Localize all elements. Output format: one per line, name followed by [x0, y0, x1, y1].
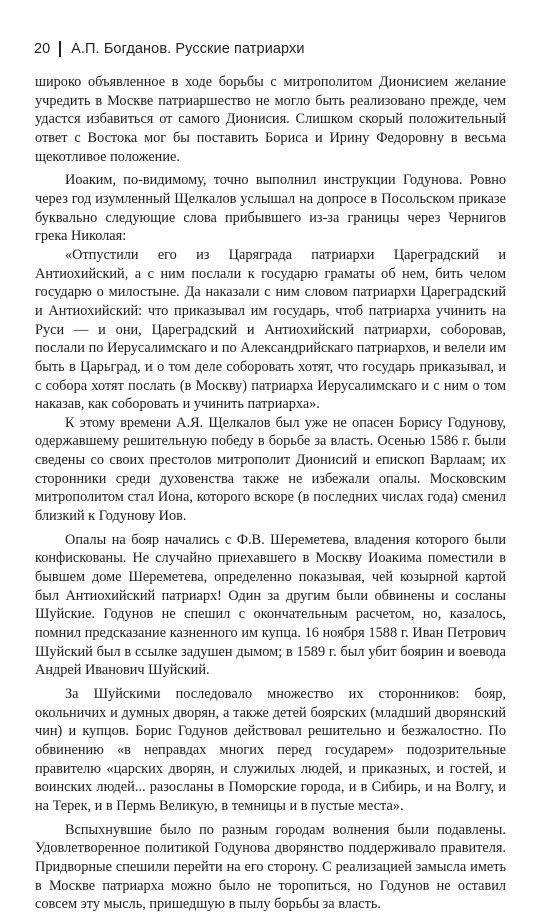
paragraph: Иоаким, по-видимому, точно выполнил инструкции Годунова. Ровно через год изумленный Щелкалов услышал на допросе в Посольском приказе буквально следующие слова прибывшего из-за границы через Чернигов грека Николая:	[35, 172, 506, 245]
running-title: А.П. Богданов. Русские патриархи	[71, 41, 305, 57]
quotation-paragraph: «Отпустили его из Царяграда патриархи Цареградский и Антиохийский, а с ним послали к государю граматы об нем, бить челом государю о милостыне. Да наказали с ним словом патриархи Цареградский и Антиохийский: что приказывал им государь, чтоб патриарха учинить на Руси — и они, Цареградский и Антиохийский патриархи, соборовав, послали по Иерусалимскаго и по Александрийскаго патриархов, и велели им быть в Царьград, и о том деле соборовать хотят, что государь приказывал, и с собора хотят послать (в Москву) патриарха Иерусалимскаго и с ним о том наказав, как соборовать и учинить патриарха».	[35, 246, 506, 413]
paragraph: Вспыхнувшие было по разным городам волнения были подавлены. Удовлетворенное политикой Годунова дворянство поддерживало правителя. Придворные спешили перейти на его сторону. С реализацией замысла иметь в Москве патриарха можно было не торопиться, но Годунов не оставил совсем эту мысль, пришедшую в пылу борьбы за власть.	[35, 821, 506, 913]
paragraph: широко объявленное в ходе борьбы с митрополитом Дионисием желание учредить в Москве патриаршество не могло быть реализовано прежде, чем удастся избавиться от самого Дионисия. Слишком скорый положительный ответ с Востока мог бы поставить Бориса и Ирину Федоровну в весьма щекотливое положение.	[35, 74, 506, 165]
paragraph: К этому времени А.Я. Щелкалов был уже не опасен Борису Годунову, одержавшему решительную победу в борьбе за власть. Осенью 1586 г. были сведены со своих престолов митрополит Дионисий и епископ Варлаам; их сторонники среди духовенства также не избежали опалы. Московским митрополитом стал Иона, которого вскоре (в последних числах года) сменил близкий к Годунову Иов.	[35, 414, 506, 525]
page-number: 20	[34, 41, 51, 57]
page-header	[34, 39, 305, 59]
body-text	[35, 73, 506, 914]
paragraph: За Шуйскими последовало множество их сторонников: бояр, окольничих и думных дворян, а также детей боярских (младший дворянский чин) и купцов. Борис Годунов действовал решительно и безжалостно. По обвинению «в неправдах многих перед государем» подозрительные правителю «царских дворян, и служилых людей, и приказных, и гостей, и воинских людей... разосланы в Поморские города, и в Сибирь, и на Волгу, и на Терек, и в Пермь Великую, в темницы и в пустые места».	[35, 686, 506, 814]
header-divider	[59, 41, 61, 57]
paragraph: Опалы на бояр начались с Ф.В. Шереметева, владения которого были конфискованы. Не случайно приехавшего в Москву Иоакима поместили в бывшем доме Шереметева, определенно показывая, чей козырной картой был Антиохийский патриарх! Один за другим были обвинены и сосланы Шуйские. Годунов не спешил с окончательным расчетом, но, казалось, помнил предсказание казненного им купца. 16 ноября 1588 г. Иван Петрович Шуйский был в ссылке задушен дымом; в 1589 г. был убит боярин и воевода Андрей Иванович Шуйский.	[35, 531, 506, 679]
